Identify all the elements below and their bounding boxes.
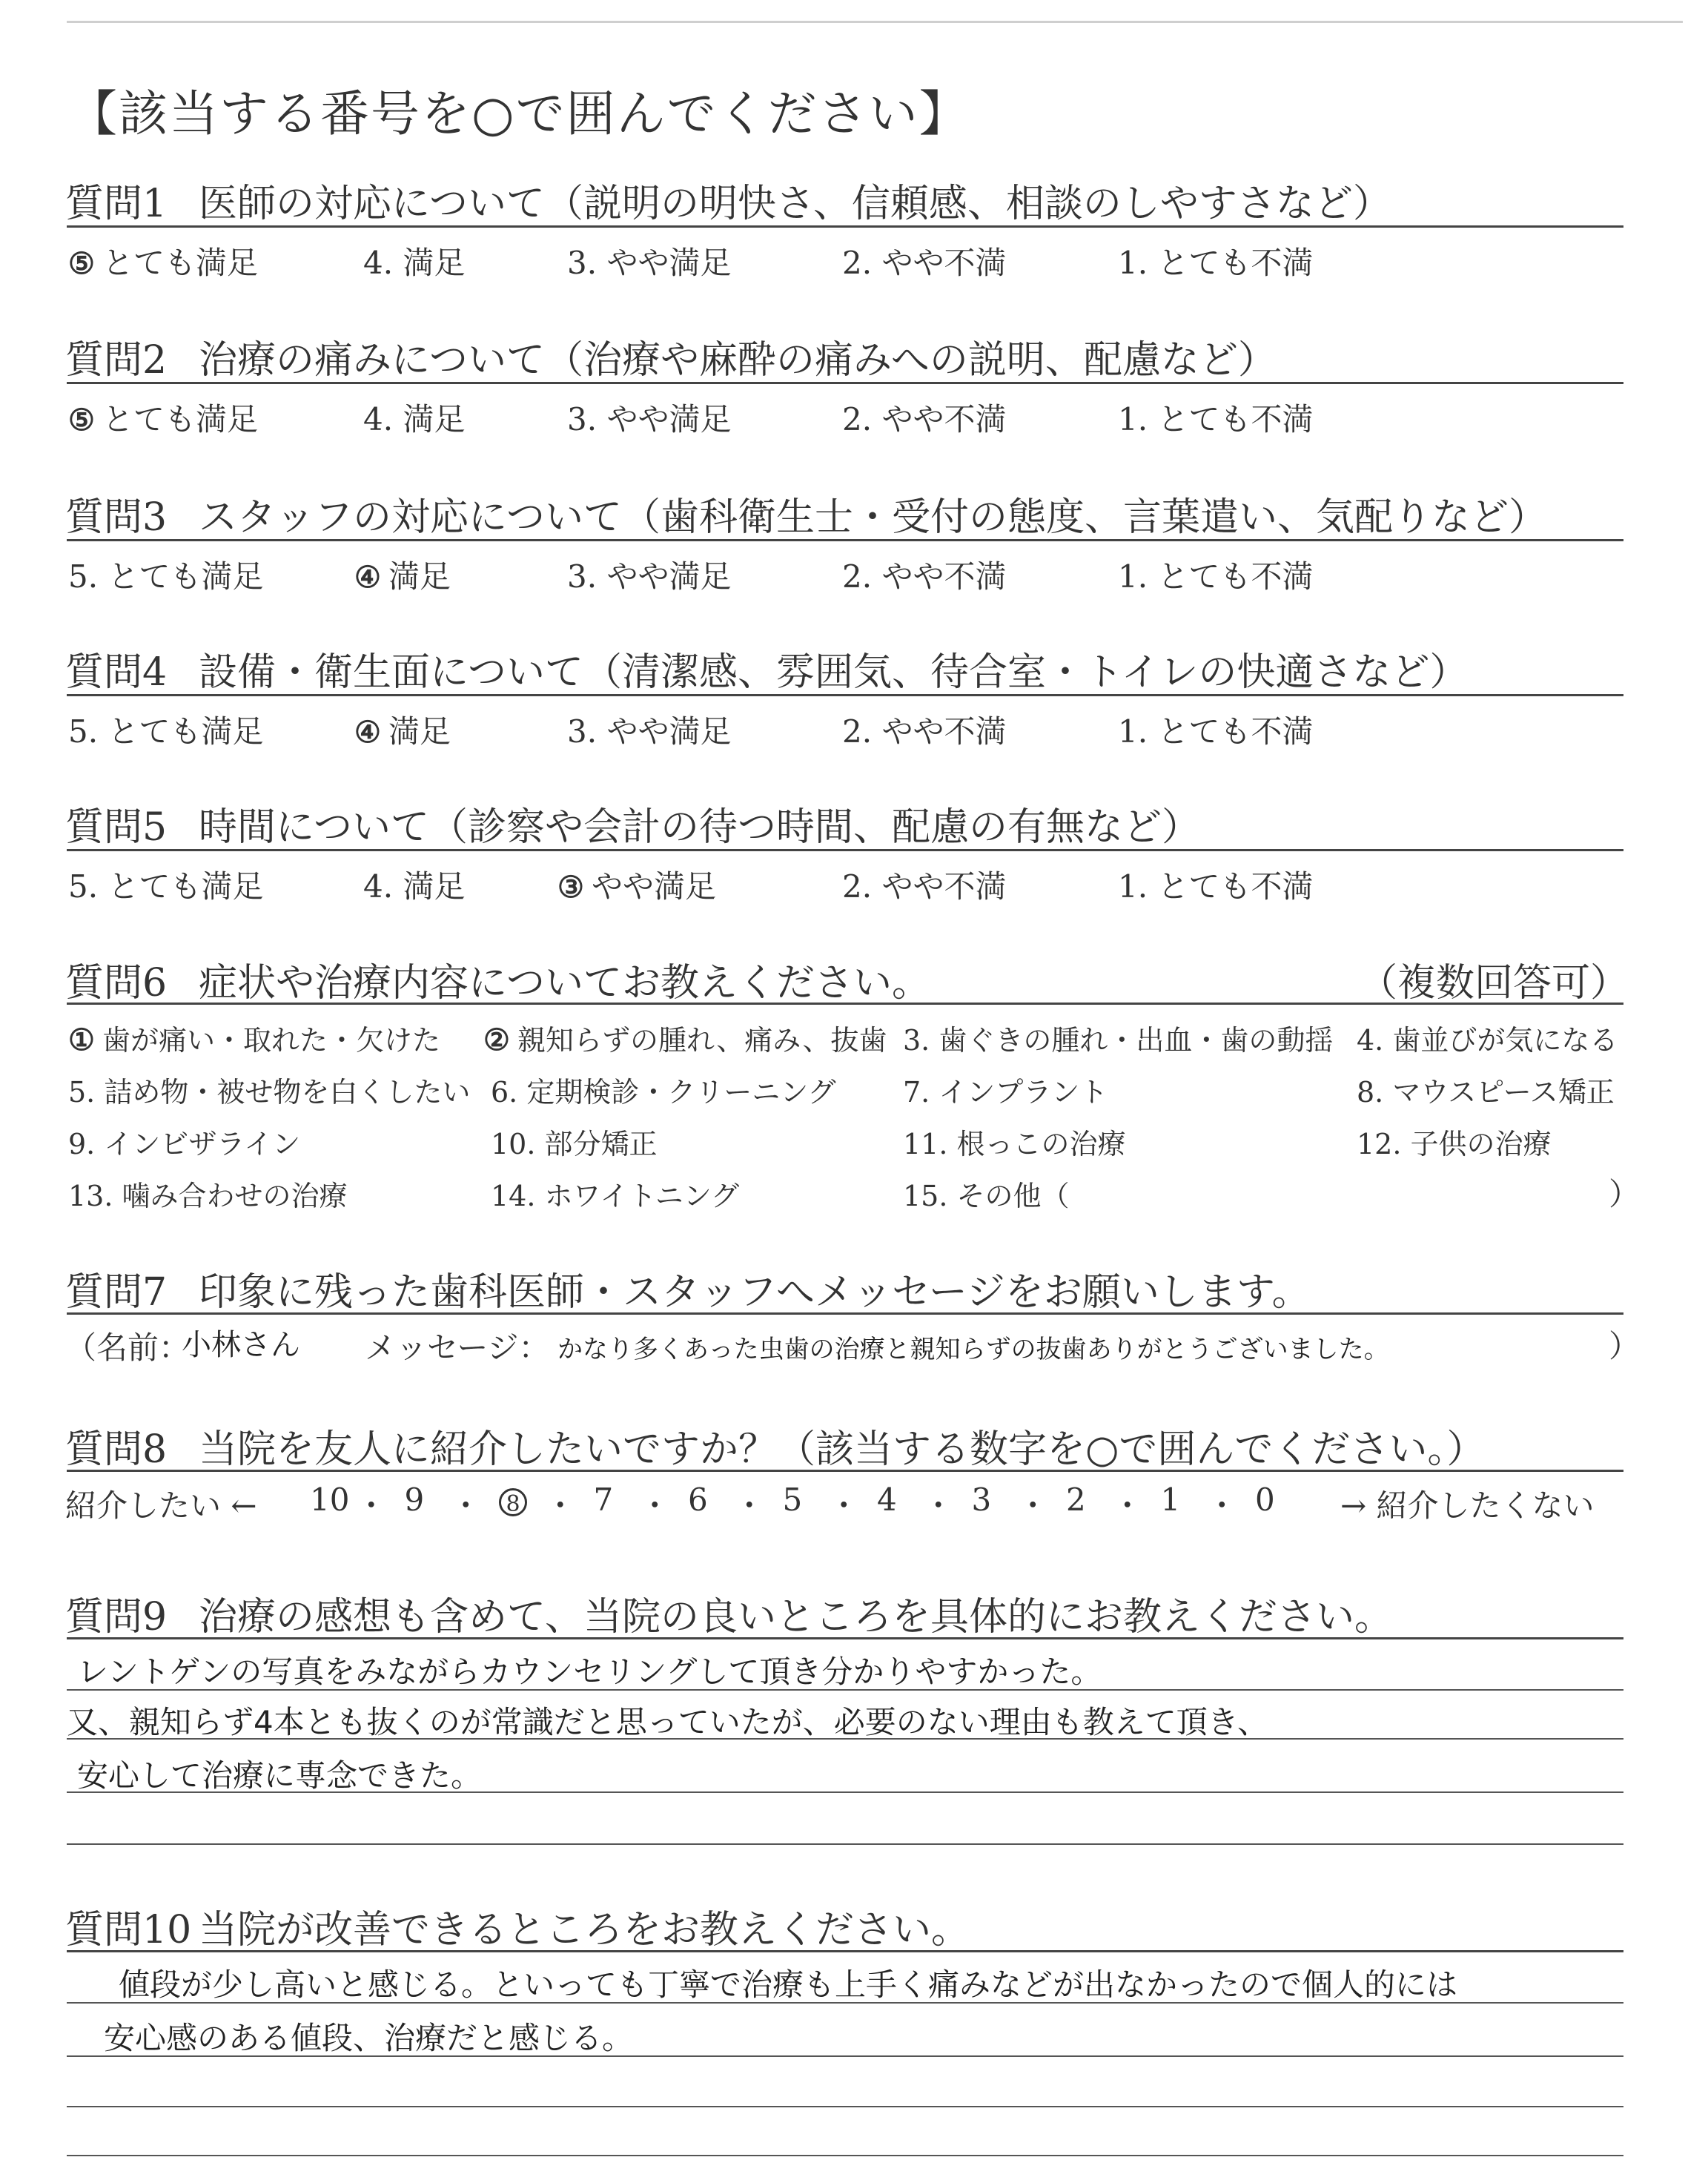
q1-option-3[interactable]: 3. やや満足 — [567, 245, 732, 281]
q6-item-13[interactable]: 13. 噛み合わせの治療 — [68, 1180, 348, 1212]
q9-answer-rule-3 — [67, 1791, 1623, 1793]
question-6-rule — [67, 1003, 1623, 1005]
question-3-rule — [67, 539, 1623, 541]
question-2-rule — [67, 382, 1623, 384]
q8-left-label: 紹介したい ← — [65, 1487, 257, 1524]
q1-option-4[interactable]: 4. 満足 — [363, 245, 466, 281]
q8-scale-value-4[interactable]: 4 — [877, 1482, 897, 1518]
q7-name-label: （名前： — [65, 1330, 191, 1366]
q8-scale-separator: ・ — [828, 1487, 860, 1524]
question-6-title: 質問6 症状や治療内容についてお教えください。 （複数回答可） — [65, 951, 930, 1007]
q2-option-4[interactable]: 4. 満足 — [363, 401, 466, 437]
q8-scale-separator: ・ — [544, 1487, 576, 1524]
q5-option-4[interactable]: 4. 満足 — [363, 868, 466, 905]
question-4-rule — [67, 694, 1623, 696]
question-10-rule — [67, 1950, 1623, 1952]
q8-scale-value-8[interactable]: 8 — [499, 1482, 532, 1518]
q1-option-1[interactable]: 1. とても不満 — [1118, 245, 1314, 281]
question-3-title: 質問3 スタッフの対応について（歯科衛生士・受付の態度、言葉遣い、気配りなど） — [65, 495, 1547, 540]
question-5-rule — [67, 849, 1623, 851]
q3-option-4[interactable]: ④ 満足 — [354, 558, 451, 595]
q1-option-5[interactable]: ⑤ とても満足 — [68, 245, 259, 281]
page-header: 【該当する番号を○で囲んでください】 — [68, 85, 970, 142]
q10-answer-rule-4 — [67, 2155, 1623, 2156]
top-border — [67, 21, 1683, 23]
question-7-rule — [67, 1312, 1623, 1315]
q8-scale-value-7[interactable]: 7 — [593, 1482, 614, 1518]
q8-scale-separator: ・ — [639, 1487, 671, 1524]
q8-right-label: → 紹介したくない — [1340, 1487, 1595, 1524]
q8-scale-value-6[interactable]: 6 — [688, 1482, 708, 1518]
q8-scale-value-0[interactable]: 0 — [1255, 1482, 1275, 1518]
q7-name-value[interactable]: 小林さん — [182, 1328, 300, 1362]
q3-option-1[interactable]: 1. とても不満 — [1118, 558, 1314, 595]
question-10-title: 質問10 当院が改善できるところをお教えください。 — [65, 1908, 970, 1952]
q6-item-3[interactable]: 3. 歯ぐきの腫れ・出血・歯の動揺 — [903, 1024, 1334, 1057]
question-1-title: 質問1 医師の対応について（説明の明快さ、信頼感、相談のしやすさなど） — [65, 182, 1391, 226]
q6-item-1[interactable]: ① 歯が痛い・取れた・欠けた — [68, 1023, 441, 1057]
q9-answer-line-2[interactable]: 又、親知らず4本とも抜くのが常識だと思っていたが、必要のない理由も教えて頂き、 — [67, 1704, 1269, 1740]
q10-answer-rule-3 — [67, 2106, 1623, 2107]
q8-scale-value-1[interactable]: 1 — [1160, 1482, 1181, 1518]
multiple-answers-note: （複数回答可） — [1359, 961, 1629, 1005]
q8-scale-value-5[interactable]: 5 — [782, 1482, 803, 1518]
q8-scale-value-9[interactable]: 9 — [404, 1482, 425, 1518]
q6-item-12[interactable]: 12. 子供の治療 — [1357, 1128, 1552, 1160]
q9-answer-line-3[interactable]: 安心して治療に専念できた。 — [77, 1757, 483, 1794]
q8-scale-separator: ・ — [1206, 1487, 1238, 1524]
q8-scale-separator: ・ — [450, 1487, 482, 1524]
question-8-rule — [67, 1470, 1623, 1472]
q10-answer-rule-1 — [67, 2002, 1623, 2004]
q6-item-14[interactable]: 14. ホワイトニング — [491, 1180, 740, 1212]
q10-answer-rule-2 — [67, 2055, 1623, 2057]
question-9-title: 質問9 治療の感想も含めて、当院の良いところを具体的にお教えください。 — [65, 1595, 1393, 1639]
question-8-title: 質問8 当院を友人に紹介したいですか？（該当する数字を○で囲んでください。） — [65, 1427, 1486, 1472]
q4-option-2[interactable]: 2. やや不満 — [842, 713, 1007, 750]
q10-answer-line-2[interactable]: 安心感のある値段、治療だと感じる。 — [104, 2020, 634, 2056]
q8-scale-value-10[interactable]: 10 — [310, 1482, 350, 1518]
q10-answer-line-1[interactable]: 値段が少し高いと感じる。といっても丁寧で治療も上手く痛みなどが出なかったので個人的には — [119, 1966, 1458, 2003]
q9-answer-rule-4 — [67, 1843, 1623, 1845]
q7-close-paren: ） — [1609, 1328, 1641, 1364]
q7-message-value[interactable]: かなり多くあった虫歯の治療と親知らずの抜歯ありがとうございました。 — [557, 1335, 1389, 1364]
q2-option-3[interactable]: 3. やや満足 — [567, 401, 732, 437]
q5-option-1[interactable]: 1. とても不満 — [1118, 868, 1314, 905]
q6-item-4[interactable]: 4. 歯並びが気になる — [1357, 1024, 1618, 1057]
q6-item-15-other[interactable]: 15. その他（ — [903, 1180, 1070, 1212]
q6-item-2[interactable]: ② 親知らずの腫れ、痛み、抜歯 — [483, 1023, 887, 1057]
q1-option-2[interactable]: 2. やや不満 — [842, 245, 1007, 281]
q6-item-6[interactable]: 6. 定期検診・クリーニング — [491, 1076, 836, 1109]
question-7-title: 質問7 印象に残った歯科医師・スタッフへメッセージをお願いします。 — [65, 1270, 1311, 1315]
q8-scale-separator: ・ — [922, 1487, 954, 1524]
q6-item-5[interactable]: 5. 詰め物・被せ物を白くしたい — [68, 1076, 471, 1109]
q8-scale-separator: ・ — [1111, 1487, 1143, 1524]
q4-option-4[interactable]: ④ 満足 — [354, 713, 451, 750]
question-9-rule — [67, 1637, 1623, 1639]
q6-item-9[interactable]: 9. インビザライン — [68, 1128, 301, 1160]
q2-option-5[interactable]: ⑤ とても満足 — [68, 401, 259, 437]
q5-option-5[interactable]: 5. とても満足 — [68, 868, 264, 905]
q9-answer-rule-2 — [67, 1738, 1623, 1740]
q4-option-1[interactable]: 1. とても不満 — [1118, 713, 1314, 750]
question-1-rule — [67, 225, 1623, 228]
q8-scale-value-3[interactable]: 3 — [971, 1482, 992, 1518]
q9-answer-rule-1 — [67, 1689, 1623, 1691]
q7-message-label: メッセージ： — [365, 1330, 550, 1366]
q3-option-5[interactable]: 5. とても満足 — [68, 558, 264, 595]
q3-option-2[interactable]: 2. やや不満 — [842, 558, 1007, 595]
q8-scale-separator: ・ — [733, 1487, 765, 1524]
q5-option-3[interactable]: ③ やや満足 — [557, 868, 717, 905]
q9-answer-line-1[interactable]: レントゲンの写真をみながらカウンセリングして頂き分かりやすかった。 — [77, 1654, 1102, 1690]
q8-scale-separator: ・ — [1017, 1487, 1049, 1524]
q6-item-10[interactable]: 10. 部分矯正 — [491, 1128, 658, 1160]
q6-item-7[interactable]: 7. インプラント — [903, 1076, 1108, 1109]
q3-option-3[interactable]: 3. やや満足 — [567, 558, 732, 595]
q6-other-close-paren: ） — [1609, 1176, 1641, 1212]
q8-scale-separator: ・ — [355, 1487, 387, 1524]
question-5-title: 質問5 時間について（診察や会計の待つ時間、配慮の有無など） — [65, 805, 1200, 850]
q8-scale-value-2[interactable]: 2 — [1066, 1482, 1086, 1518]
q6-item-11[interactable]: 11. 根っこの治療 — [903, 1128, 1126, 1160]
q2-option-2[interactable]: 2. やや不満 — [842, 401, 1007, 437]
q4-option-3[interactable]: 3. やや満足 — [567, 713, 732, 750]
q4-option-5[interactable]: 5. とても満足 — [68, 713, 264, 750]
question-2-title: 質問2 治療の痛みについて（治療や麻酔の痛みへの説明、配慮など） — [65, 338, 1277, 383]
q2-option-1[interactable]: 1. とても不満 — [1118, 401, 1314, 437]
q5-option-2[interactable]: 2. やや不満 — [842, 868, 1007, 905]
question-4-title: 質問4 設備・衛生面について（清潔感、雰囲気、待合室・トイレの快適さなど） — [65, 650, 1469, 695]
q6-item-8[interactable]: 8. マウスピース矯正 — [1357, 1076, 1615, 1109]
